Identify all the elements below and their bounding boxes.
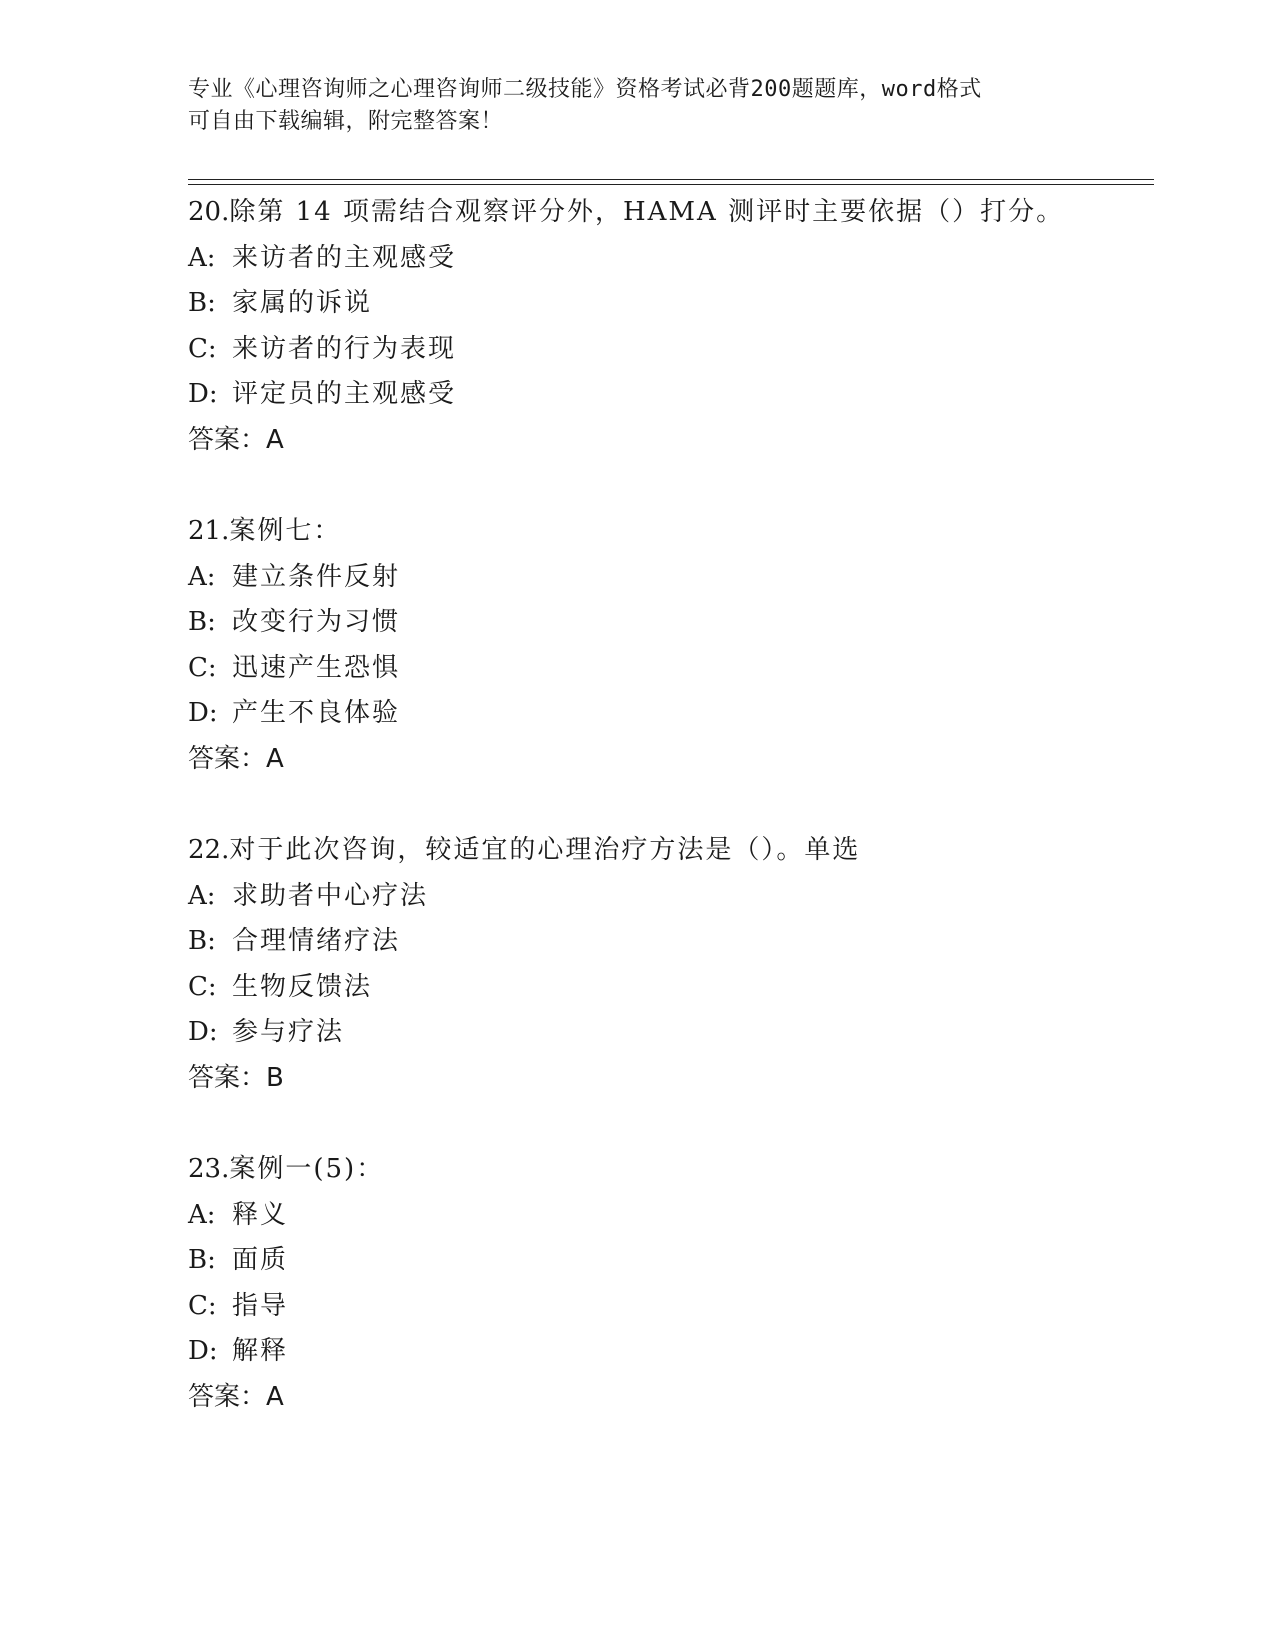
option-letter: C:: [188, 971, 217, 1002]
option-text: 迅速产生恐惧: [232, 652, 401, 683]
option-letter: D:: [188, 698, 218, 728]
question-item: [188, 190, 1154, 463]
answer-line: [188, 737, 1154, 783]
option-letter: B:: [188, 288, 216, 318]
option-letter: C:: [188, 1290, 217, 1321]
answer-value: A: [266, 1381, 284, 1412]
option-c: [188, 1284, 1154, 1330]
question-number: 20.: [188, 197, 230, 227]
option-b: [188, 919, 1154, 965]
option-text: 评定员的主观感受: [232, 379, 457, 409]
header-line-2: 可自由下载编辑，附完整答案！: [188, 109, 504, 134]
option-text: 释义: [232, 1199, 289, 1230]
option-c: [188, 327, 1154, 373]
option-letter: A:: [188, 1199, 216, 1230]
option-text: 改变行为习惯: [232, 607, 401, 637]
option-text: 来访者的行为表现: [232, 333, 457, 364]
question-number: 23.: [188, 1154, 230, 1184]
option-text: 合理情绪疗法: [232, 926, 401, 956]
answer-label: 答案：: [188, 1381, 267, 1412]
answer-label: 答案：: [188, 1062, 267, 1093]
option-text: 指导: [232, 1290, 289, 1321]
option-a: [188, 1193, 1154, 1239]
option-text: 建立条件反射: [232, 561, 401, 592]
header-divider-bottom: [188, 184, 1154, 185]
option-b: [188, 600, 1154, 646]
option-letter: D:: [188, 379, 218, 409]
option-b: [188, 1238, 1154, 1284]
option-text: 求助者中心疗法: [232, 880, 429, 911]
answer-line: [188, 1056, 1154, 1102]
option-text: 来访者的主观感受: [232, 242, 457, 273]
answer-value: A: [266, 424, 284, 455]
question-list: [188, 190, 1154, 1466]
option-letter: B:: [188, 607, 216, 637]
option-text: 参与疗法: [232, 1017, 345, 1047]
answer-value: A: [266, 743, 284, 774]
option-letter: D:: [188, 1017, 218, 1047]
answer-label: 答案：: [188, 743, 267, 774]
option-text: 面质: [232, 1245, 289, 1275]
answer-line: [188, 1375, 1154, 1421]
option-d: [188, 372, 1154, 418]
question-text: 除第 14 项需结合观察评分外，HAMA 测评时主要依据（）打分。: [229, 197, 1065, 227]
header-line-1: 专业《心理咨询师之心理咨询师二级技能》资格考试必背200题题库，word格式: [188, 77, 982, 102]
option-c: [188, 965, 1154, 1011]
option-text: 家属的诉说: [232, 288, 373, 318]
answer-line: [188, 418, 1154, 464]
option-letter: A:: [188, 880, 216, 911]
option-d: [188, 1329, 1154, 1375]
answer-value: B: [266, 1062, 284, 1093]
option-letter: D:: [188, 1336, 218, 1366]
option-a: [188, 555, 1154, 601]
option-c: [188, 646, 1154, 692]
option-letter: A:: [188, 561, 216, 592]
question-item: [188, 828, 1154, 1101]
question-text: 案例一(5)：: [229, 1154, 385, 1184]
header-divider-top: [188, 179, 1154, 180]
option-a: [188, 236, 1154, 282]
question-number: 22.: [188, 835, 230, 865]
option-a: [188, 874, 1154, 920]
option-letter: C:: [188, 333, 217, 364]
question-text: 案例七：: [229, 516, 342, 546]
option-text: 产生不良体验: [232, 698, 401, 728]
option-d: [188, 691, 1154, 737]
question-item: [188, 1147, 1154, 1420]
option-text: 生物反馈法: [232, 971, 373, 1002]
question-stem: [188, 828, 1154, 874]
option-letter: B:: [188, 1245, 216, 1275]
document-header: [188, 74, 1068, 138]
question-stem: [188, 1147, 1154, 1193]
question-stem: [188, 190, 1154, 236]
option-letter: C:: [188, 652, 217, 683]
question-item: [188, 509, 1154, 782]
question-text: 对于此次咨询，较适宜的心理治疗方法是（）。单选: [229, 835, 861, 865]
option-letter: A:: [188, 242, 216, 273]
answer-label: 答案：: [188, 424, 267, 455]
question-stem: [188, 509, 1154, 555]
question-number: 21.: [188, 516, 230, 546]
option-b: [188, 281, 1154, 327]
option-letter: B:: [188, 926, 216, 956]
option-text: 解释: [232, 1336, 289, 1366]
option-d: [188, 1010, 1154, 1056]
